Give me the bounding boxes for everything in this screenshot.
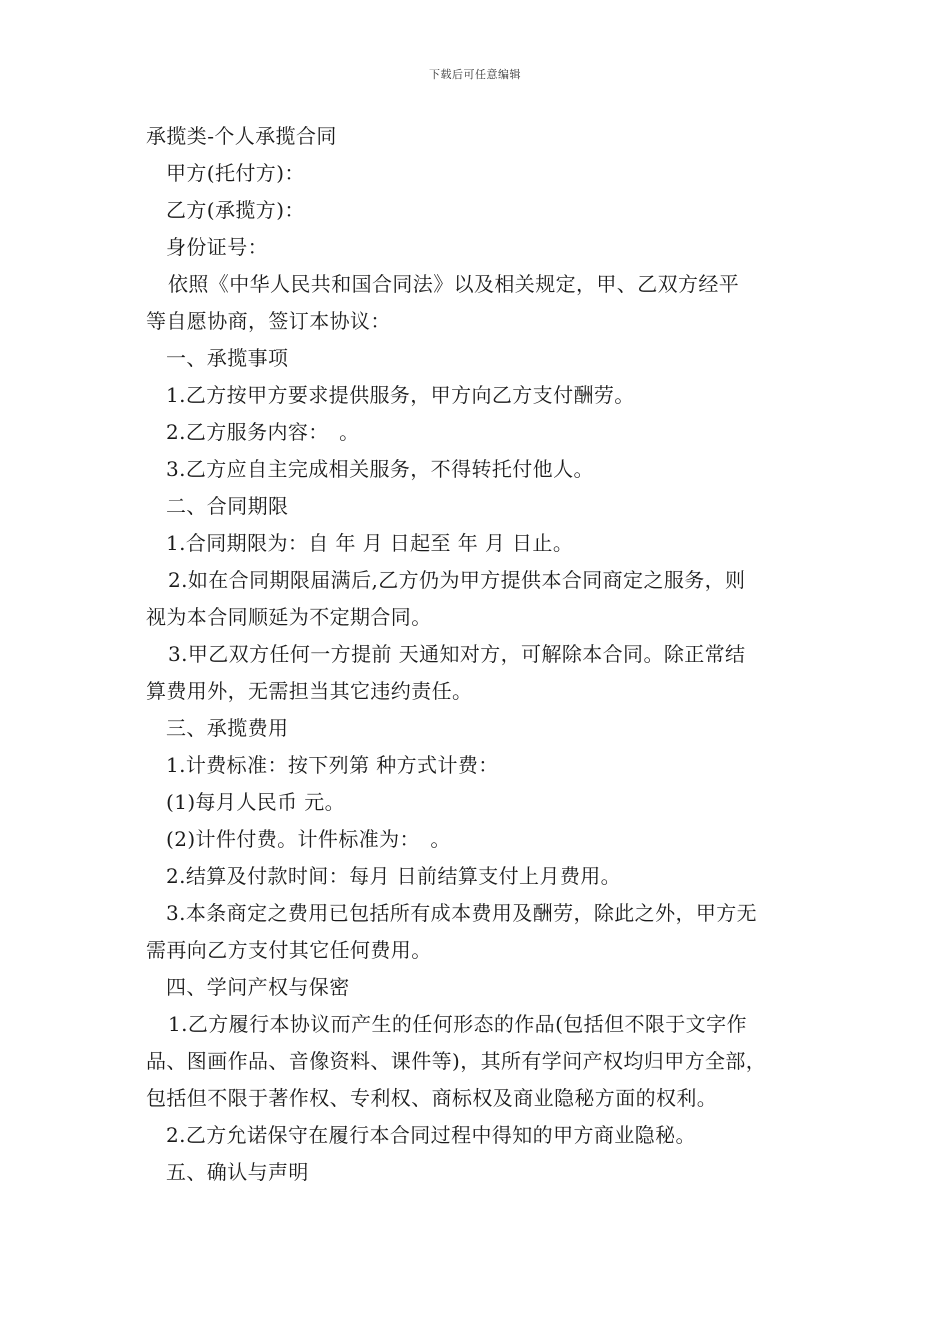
clause-line: 需再向乙方支付其它任何费用。 bbox=[146, 938, 432, 962]
id-number-line: 身份证号： bbox=[166, 235, 268, 259]
clause-line: 2.乙方允诺保守在履行本合同过程中得知的甲方商业隐秘。 bbox=[166, 1123, 696, 1147]
clause-line: 包括但不限于著作权、专利权、商标权及商业隐秘方面的权利。 bbox=[146, 1086, 718, 1110]
clause-line: 1.计费标准：按下列第 种方式计费： bbox=[166, 753, 499, 777]
clause-line: 品、图画作品、音像资料、课件等)，其所有学问产权均归甲方全部， bbox=[146, 1049, 767, 1073]
clause-line: 2.结算及付款时间：每月 日前结算支付上月费用。 bbox=[166, 864, 622, 888]
clause-line: 1.乙方按甲方要求提供服务，甲方向乙方支付酬劳。 bbox=[166, 383, 635, 407]
preamble-line: 依照《中华人民共和国合同法》以及相关规定，甲、乙双方经平 bbox=[168, 272, 740, 296]
page-header: 下载后可任意编辑 bbox=[429, 68, 521, 81]
preamble-line: 等自愿协商，签订本协议： bbox=[146, 309, 391, 333]
section-heading: 一、承揽事项 bbox=[166, 346, 289, 370]
contract-body bbox=[146, 118, 826, 1191]
section-heading: 二、合同期限 bbox=[166, 494, 289, 518]
party-a-line: 甲方(托付方)： bbox=[166, 161, 305, 185]
clause-line: 3.乙方应自主完成相关服务，不得转托付他人。 bbox=[166, 457, 594, 481]
clause-line: 3.本条商定之费用已包括所有成本费用及酬劳，除此之外，甲方无 bbox=[166, 901, 758, 925]
clause-line: 2.如在合同期限届满后,乙方仍为甲方提供本合同商定之服务，则 bbox=[168, 568, 746, 592]
document-title: 承揽类-个人承揽合同 bbox=[146, 124, 337, 148]
party-b-line: 乙方(承揽方)： bbox=[166, 198, 305, 222]
clause-line: 算费用外，无需担当其它违约责任。 bbox=[146, 679, 473, 703]
clause-line: 1.合同期限为：自 年 月 日起至 年 月 日止。 bbox=[166, 531, 574, 555]
clause-line: (2)计件付费。计件标准为： 。 bbox=[166, 827, 451, 851]
section-heading: 五、确认与声明 bbox=[166, 1160, 309, 1184]
section-heading: 三、承揽费用 bbox=[166, 716, 289, 740]
clause-line: (1)每月人民币 元。 bbox=[166, 790, 346, 814]
clause-line: 1.乙方履行本协议而产生的任何形态的作品(包括但不限于文字作 bbox=[168, 1012, 747, 1036]
clause-line: 视为本合同顺延为不定期合同。 bbox=[146, 605, 432, 629]
clause-line: 2.乙方服务内容： 。 bbox=[166, 420, 360, 444]
clause-line: 3.甲乙双方任何一方提前 天通知对方，可解除本合同。除正常结 bbox=[168, 642, 746, 666]
section-heading: 四、学问产权与保密 bbox=[166, 975, 350, 999]
